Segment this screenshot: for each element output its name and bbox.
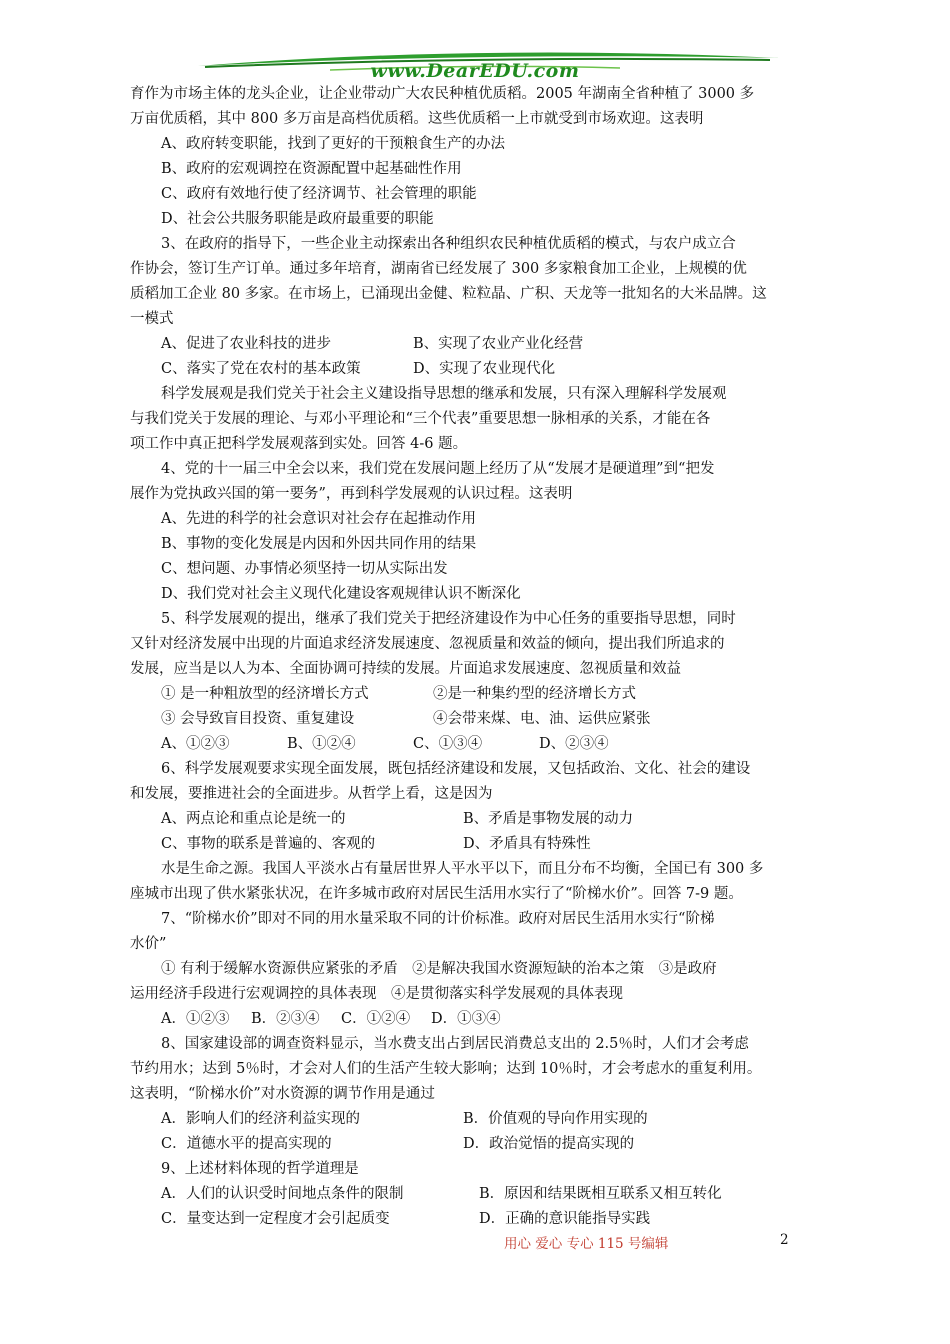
passage-line: 项工作中真正把科学发展观落到实处。回答 4-6 题。: [130, 436, 468, 452]
page-header: [0, 0, 950, 90]
option: D．政治觉悟的提高实现的: [463, 1136, 635, 1152]
option: B、①②④: [287, 736, 356, 752]
option: D．正确的意识能指导实践: [479, 1211, 651, 1227]
statement-row: [130, 707, 822, 732]
page-number: 2: [780, 1232, 789, 1248]
option: A．①②③: [161, 1011, 230, 1027]
option: C、落实了党在农村的基本政策: [161, 361, 361, 377]
option-row: [130, 1107, 822, 1132]
option: A、①②③: [161, 736, 230, 752]
option: D、②③④: [539, 736, 609, 752]
option: B．价值观的导向作用实现的: [463, 1111, 648, 1127]
option-row: [130, 732, 822, 757]
option-line: C、政府有效地行使了经济调节、社会管理的职能: [161, 186, 477, 202]
document-body: [130, 82, 822, 1232]
paragraph-line: 水价”: [130, 936, 167, 952]
option: C、①③④: [413, 736, 483, 752]
option-line: D、社会公共服务职能是政府最重要的职能: [161, 211, 434, 227]
option-line: B、政府的宏观调控在资源配置中起基础性作用: [161, 161, 462, 177]
option-line: D、我们党对社会主义现代化建设客观规律认识不断深化: [161, 586, 521, 602]
paragraph-line: 育作为市场主体的龙头企业，让企业带动广大农民种植优质稻。2005 年湖南全省种植了 3000 多: [130, 86, 755, 102]
option: A、两点论和重点论是统一的: [161, 811, 346, 827]
option-row: [130, 1182, 822, 1207]
statement-line: ① 有利于缓解水资源供应紧张的矛盾 ②是解决我国水资源短缺的治本之策 ③是政府: [161, 961, 717, 977]
option-row: [130, 807, 822, 832]
statement: ②是一种集约型的经济增长方式: [433, 686, 636, 702]
option: B、实现了农业产业化经营: [413, 336, 584, 352]
paragraph-line: 质稻加工企业 80 多家。在市场上，已涌现出金健、粒粒晶、广积、天龙等一批知名的大米品牌。这: [130, 286, 767, 302]
paragraph-line: 这表明，“阶梯水价”对水资源的调节作用是通过: [130, 1086, 435, 1102]
paragraph-line: 一模式: [130, 311, 174, 327]
option: D．①③④: [431, 1011, 501, 1027]
question-6: 6、科学发展观要求实现全面发展，既包括经济建设和发展，又包括政治、文化、社会的建设: [161, 761, 751, 777]
option: C．①②④: [341, 1011, 411, 1027]
paragraph-line: 万亩优质稻，其中 800 多万亩是高档优质稻。这些优质稻一上市就受到市场欢迎。这表明: [130, 111, 704, 127]
option: A．影响人们的经济利益实现的: [161, 1111, 360, 1127]
footer-note: 用心 爱心 专心 115 号编辑: [504, 1236, 669, 1252]
option-row: [130, 832, 822, 857]
option: B、矛盾是事物发展的动力: [463, 811, 634, 827]
option-row: [130, 1132, 822, 1157]
option: D、矛盾具有特殊性: [463, 836, 591, 852]
option-line: B、事物的变化发展是内因和外因共同作用的结果: [161, 536, 477, 552]
option: B．原因和结果既相互联系又相互转化: [479, 1186, 722, 1202]
passage-line: 水是生命之源。我国人平淡水占有量居世界人平水平以下，而且分布不均衡，全国已有 300 多: [161, 861, 764, 877]
question-5: 5、科学发展观的提出，继承了我们党关于把经济建设作为中心任务的重要指导思想，同时: [161, 611, 736, 627]
passage-line: 座城市出现了供水紧张状况，在许多城市政府对居民生活用水实行了“阶梯水价”。回答 7-9 题。: [130, 886, 743, 902]
passage-line: 与我们党关于发展的理论、与邓小平理论和“三个代表”重要思想一脉相承的关系，才能在各: [130, 411, 711, 427]
option: C．道德水平的提高实现的: [161, 1136, 332, 1152]
option-line: A、政府转变职能，找到了更好的干预粮食生产的办法: [161, 136, 505, 152]
statement: ③ 会导致盲目投资、重复建设: [161, 711, 355, 727]
option: B．②③④: [251, 1011, 320, 1027]
paragraph-line: 又针对经济发展中出现的片面追求经济发展速度、忽视质量和效益的倾向，提出我们所追求的: [130, 636, 725, 652]
option-row: [130, 357, 822, 382]
statement: ④会带来煤、电、油、运供应紧张: [433, 711, 651, 727]
paragraph-line: 和发展，要推进社会的全面进步。从哲学上看，这是因为: [130, 786, 493, 802]
option-line: C、想问题、办事情必须坚持一切从实际出发: [161, 561, 448, 577]
paragraph-line: 发展，应当是以人为本、全面协调可持续的发展。片面追求发展速度、忽视质量和效益: [130, 661, 681, 677]
option: C、事物的联系是普遍的、客观的: [161, 836, 376, 852]
site-logo[interactable]: www.DearEDU.com: [370, 60, 580, 82]
statement: ① 是一种粗放型的经济增长方式: [161, 686, 369, 702]
paragraph-line: 作协会，签订生产订单。通过多年培育，湖南省已经发展了 300 多家粮食加工企业，上规模的优: [130, 261, 747, 277]
paragraph-line: 展作为党执政兴国的第一要务”，再到科学发展观的认识过程。这表明: [130, 486, 573, 502]
passage-line: 科学发展观是我们党关于社会主义建设指导思想的继承和发展，只有深入理解科学发展观: [161, 386, 727, 402]
option-row: [130, 1007, 822, 1032]
question-4: 4、党的十一届三中全会以来，我们党在发展问题上经历了从“发展才是硬道理”到“把发: [161, 461, 715, 477]
question-9: 9、上述材料体现的哲学道理是: [161, 1161, 359, 1177]
option-row: [130, 332, 822, 357]
option: A、促进了农业科技的进步: [161, 336, 331, 352]
option: A．人们的认识受时间地点条件的限制: [161, 1186, 404, 1202]
question-7: 7、“阶梯水价”即对不同的用水量采取不同的计价标准。政府对居民生活用水实行“阶梯: [161, 911, 715, 927]
question-3: 3、在政府的指导下，一些企业主动探索出各种组织农民种植优质稻的模式，与农户成立合: [161, 236, 736, 252]
question-8: 8、国家建设部的调查资料显示，当水费支出占到居民消费总支出的 2.5％时，人们才会考虑: [161, 1036, 749, 1052]
statement-row: [130, 682, 822, 707]
paragraph-line: 节约用水；达到 5％时，才会对人们的生活产生较大影响；达到 10％时，才会考虑水的重复利用。: [130, 1061, 762, 1077]
option: C．量变达到一定程度才会引起质变: [161, 1211, 390, 1227]
statement-line: 运用经济手段进行宏观调控的具体表现 ④是贯彻落实科学发展观的具体表现: [130, 986, 623, 1002]
page-footer: [0, 1227, 950, 1257]
option-line: A、先进的科学的社会意识对社会存在起推动作用: [161, 511, 476, 527]
option: D、实现了农业现代化: [413, 361, 556, 377]
